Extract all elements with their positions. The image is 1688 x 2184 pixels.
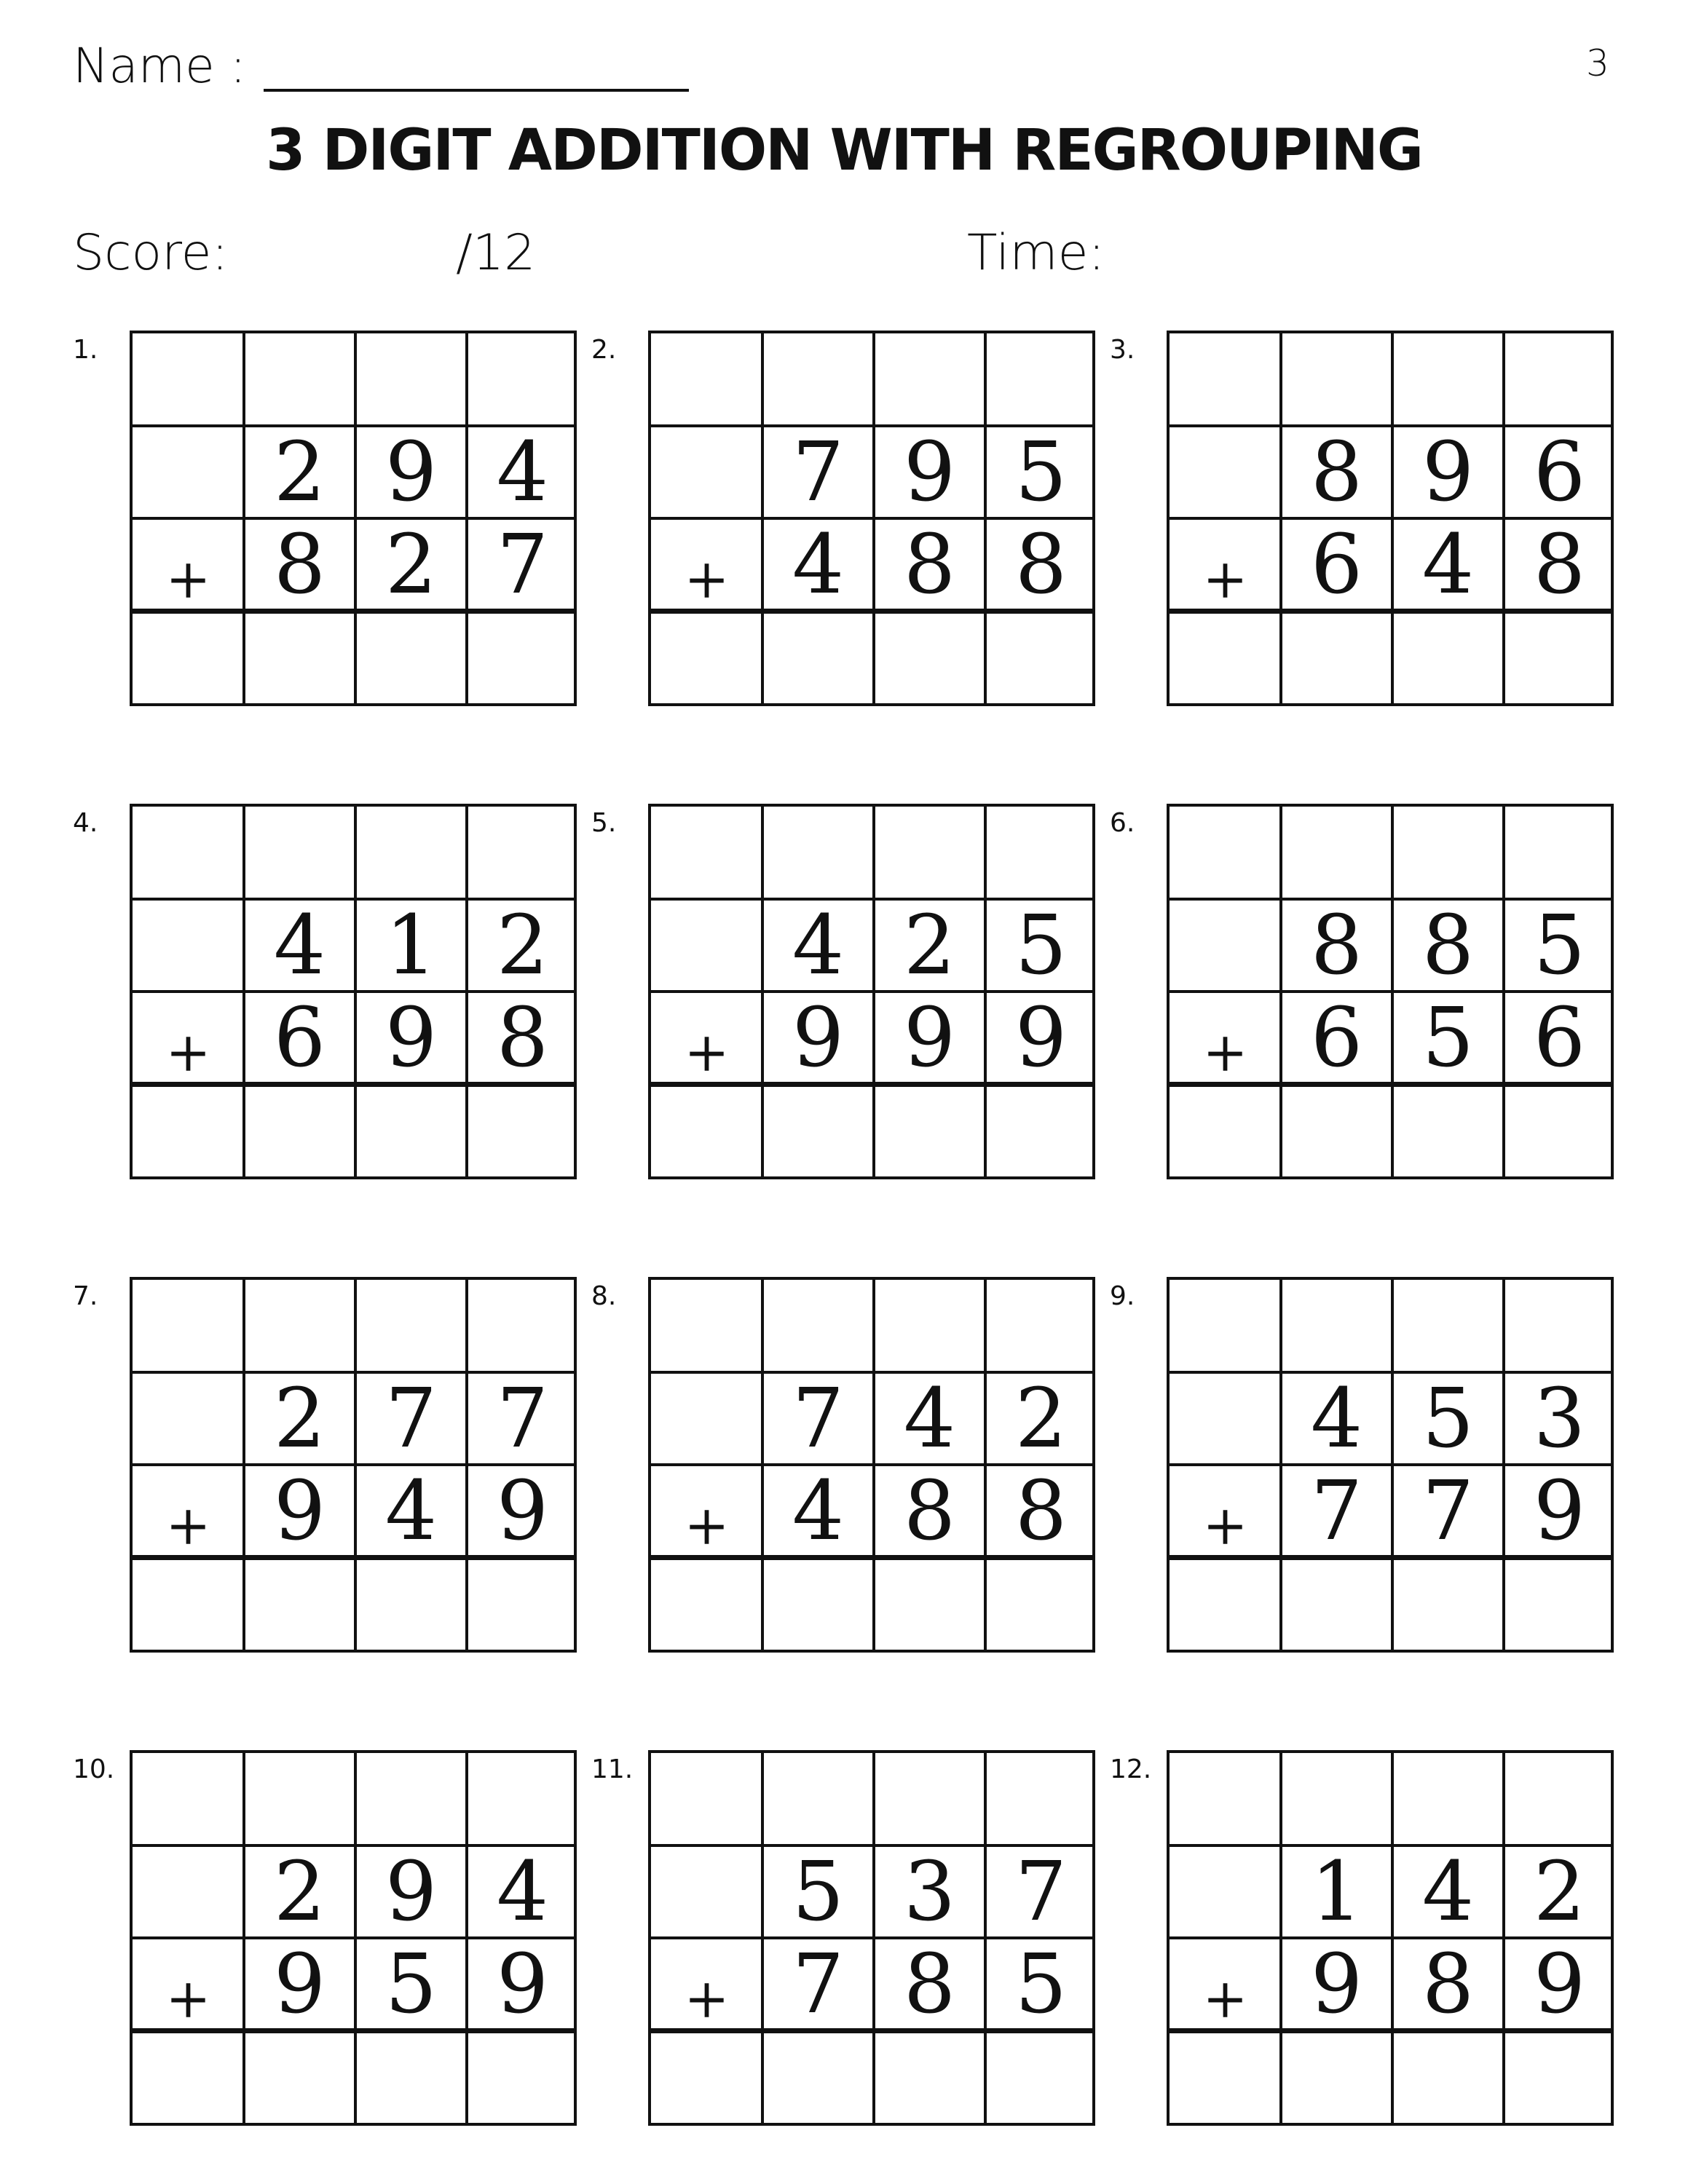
carry-cell[interactable] xyxy=(985,333,1097,426)
answer-cell[interactable] xyxy=(1281,1087,1392,1179)
bottom-addend-digit: 9 xyxy=(384,990,438,1085)
answer-cell[interactable] xyxy=(1170,1560,1281,1653)
carry-cell[interactable] xyxy=(874,1753,985,1845)
top-addend-digit: 1 xyxy=(384,898,438,993)
answer-cell[interactable] xyxy=(651,614,762,706)
top-addend-digit: 4 xyxy=(1421,1844,1475,1939)
addition-problem xyxy=(73,1281,583,1660)
score-label: Score: xyxy=(73,224,229,282)
top-addend-digit: 4 xyxy=(792,898,845,993)
bottom-addend-digit: 4 xyxy=(792,1463,845,1559)
carry-cell[interactable] xyxy=(467,1280,578,1372)
top-addend-digit: 9 xyxy=(384,424,438,520)
carry-cell[interactable] xyxy=(244,807,355,899)
problem-number: 6. xyxy=(1110,808,1135,838)
bottom-addend-digit: 8 xyxy=(496,990,549,1085)
carry-cell[interactable] xyxy=(874,333,985,426)
top-addend-digit: 9 xyxy=(903,424,956,520)
carry-cell[interactable] xyxy=(355,333,467,426)
answer-cell[interactable] xyxy=(355,614,467,706)
answer-grid xyxy=(130,804,577,1179)
answer-cell[interactable] xyxy=(1392,614,1504,706)
carry-cell[interactable] xyxy=(985,1753,1097,1845)
problem-number: 1. xyxy=(73,335,98,365)
answer-cell[interactable] xyxy=(1281,1560,1392,1653)
carry-cell[interactable] xyxy=(762,333,874,426)
answer-cell[interactable] xyxy=(1392,1087,1504,1179)
page-title: 3 DIGIT ADDITION WITH REGROUPING xyxy=(266,118,1422,183)
bottom-addend-digit: 5 xyxy=(1421,990,1475,1085)
carry-cell[interactable] xyxy=(651,807,762,899)
answer-grid xyxy=(648,331,1095,706)
top-addend-digit: 5 xyxy=(1421,1371,1475,1466)
carry-cell[interactable] xyxy=(1392,1280,1504,1372)
carry-cell[interactable] xyxy=(762,807,874,899)
bottom-addend-digit: 8 xyxy=(273,517,326,612)
problem-number: 8. xyxy=(591,1281,617,1311)
plus-sign: + xyxy=(1202,548,1248,611)
answer-cell[interactable] xyxy=(985,1087,1097,1179)
answer-cell[interactable] xyxy=(1281,2033,1392,2126)
answer-cell[interactable] xyxy=(762,614,874,706)
bottom-addend-digit: 9 xyxy=(496,1936,549,2032)
addition-problem xyxy=(73,335,583,713)
answer-grid xyxy=(130,1277,577,1653)
bottom-addend-digit: 9 xyxy=(1533,1936,1586,2032)
carry-cell[interactable] xyxy=(467,807,578,899)
addition-problem xyxy=(73,808,583,1187)
answer-grid xyxy=(130,1750,577,2126)
problem-number: 5. xyxy=(591,808,617,838)
answer-grid xyxy=(648,1277,1095,1653)
time-label: Time: xyxy=(967,224,1105,282)
bottom-addend-digit: 9 xyxy=(903,990,956,1085)
answer-cell[interactable] xyxy=(874,1087,985,1179)
carry-cell[interactable] xyxy=(133,1753,244,1845)
carry-cell[interactable] xyxy=(1170,1280,1281,1372)
carry-cell[interactable] xyxy=(1281,333,1392,426)
top-addend-digit: 9 xyxy=(384,1844,438,1939)
top-addend-digit: 5 xyxy=(1533,898,1586,993)
problem-number: 2. xyxy=(591,335,617,365)
carry-cell[interactable] xyxy=(133,1280,244,1372)
answer-grid xyxy=(648,1750,1095,2126)
answer-cell[interactable] xyxy=(133,2033,244,2126)
answer-cell[interactable] xyxy=(874,2033,985,2126)
answer-cell[interactable] xyxy=(874,614,985,706)
bottom-addend-digit: 6 xyxy=(1310,517,1363,612)
top-addend-digit: 4 xyxy=(903,1371,956,1466)
answer-cell[interactable] xyxy=(1504,614,1615,706)
answer-cell[interactable] xyxy=(133,1560,244,1653)
plus-sign: + xyxy=(684,1968,730,2030)
answer-grid xyxy=(130,331,577,706)
carry-cell[interactable] xyxy=(244,333,355,426)
top-addend-digit: 7 xyxy=(1014,1844,1068,1939)
bottom-addend-digit: 9 xyxy=(792,990,845,1085)
addition-problem xyxy=(73,1754,583,2133)
plus-sign: + xyxy=(1202,1968,1248,2030)
carry-cell[interactable] xyxy=(1170,1753,1281,1845)
bottom-addend-digit: 9 xyxy=(273,1463,326,1559)
bottom-addend-digit: 7 xyxy=(792,1936,845,2032)
bottom-addend-digit: 8 xyxy=(903,517,956,612)
top-addend-digit: 8 xyxy=(1310,898,1363,993)
answer-cell[interactable] xyxy=(985,2033,1097,2126)
plus-sign: + xyxy=(165,1021,211,1084)
answer-cell[interactable] xyxy=(874,1560,985,1653)
carry-cell[interactable] xyxy=(1392,807,1504,899)
page-number: 3 xyxy=(1586,42,1609,84)
carry-cell[interactable] xyxy=(1170,333,1281,426)
problem-number: 11. xyxy=(591,1754,634,1784)
answer-cell[interactable] xyxy=(1392,1560,1504,1653)
answer-cell[interactable] xyxy=(467,1087,578,1179)
top-addend-digit: 2 xyxy=(903,898,956,993)
answer-cell[interactable] xyxy=(355,2033,467,2126)
carry-cell[interactable] xyxy=(355,1753,467,1845)
bottom-addend-digit: 6 xyxy=(273,990,326,1085)
answer-cell[interactable] xyxy=(133,614,244,706)
top-addend-digit: 6 xyxy=(1533,424,1586,520)
carry-cell[interactable] xyxy=(1170,807,1281,899)
carry-cell[interactable] xyxy=(1281,1753,1392,1845)
answer-cell[interactable] xyxy=(1504,1087,1615,1179)
answer-cell[interactable] xyxy=(467,614,578,706)
carry-cell[interactable] xyxy=(1392,1753,1504,1845)
bottom-addend-digit: 9 xyxy=(1533,1463,1586,1559)
bottom-addend-digit: 8 xyxy=(1014,1463,1068,1559)
top-addend-digit: 7 xyxy=(792,424,845,520)
top-addend-digit: 3 xyxy=(1533,1371,1586,1466)
answer-cell[interactable] xyxy=(1170,2033,1281,2126)
problem-number: 4. xyxy=(73,808,98,838)
problem-number: 12. xyxy=(1110,1754,1152,1784)
bottom-addend-digit: 9 xyxy=(1310,1936,1363,2032)
top-addend-digit: 4 xyxy=(496,424,549,520)
answer-cell[interactable] xyxy=(244,1087,355,1179)
bottom-addend-digit: 2 xyxy=(384,517,438,612)
name-input-line[interactable] xyxy=(264,89,689,92)
plus-sign: + xyxy=(165,548,211,611)
carry-cell[interactable] xyxy=(762,1280,874,1372)
answer-cell[interactable] xyxy=(244,1560,355,1653)
carry-cell[interactable] xyxy=(985,1280,1097,1372)
carry-cell[interactable] xyxy=(762,1753,874,1845)
carry-cell[interactable] xyxy=(1504,333,1615,426)
plus-sign: + xyxy=(1202,1021,1248,1084)
carry-cell[interactable] xyxy=(651,1753,762,1845)
answer-cell[interactable] xyxy=(467,2033,578,2126)
carry-cell[interactable] xyxy=(355,1280,467,1372)
score-total: /12 xyxy=(456,224,536,282)
top-addend-digit: 2 xyxy=(1014,1371,1068,1466)
top-addend-digit: 2 xyxy=(273,1371,326,1466)
top-addend-digit: 4 xyxy=(496,1844,549,1939)
bottom-addend-digit: 4 xyxy=(384,1463,438,1559)
carry-cell[interactable] xyxy=(1504,807,1615,899)
bottom-addend-digit: 4 xyxy=(1421,517,1475,612)
bottom-addend-digit: 6 xyxy=(1533,990,1586,1085)
plus-sign: + xyxy=(684,548,730,611)
bottom-addend-digit: 8 xyxy=(903,1936,956,2032)
bottom-addend-digit: 7 xyxy=(1421,1463,1475,1559)
carry-cell[interactable] xyxy=(355,807,467,899)
top-addend-digit: 2 xyxy=(273,1844,326,1939)
bottom-addend-digit: 9 xyxy=(496,1463,549,1559)
top-addend-digit: 8 xyxy=(1310,424,1363,520)
top-addend-digit: 2 xyxy=(496,898,549,993)
bottom-addend-digit: 5 xyxy=(1014,1936,1068,2032)
answer-cell[interactable] xyxy=(244,2033,355,2126)
carry-cell[interactable] xyxy=(244,1280,355,1372)
addition-problem xyxy=(1110,1754,1620,2133)
answer-grid xyxy=(1167,331,1614,706)
answer-cell[interactable] xyxy=(651,2033,762,2126)
addition-problem xyxy=(591,808,1101,1187)
answer-cell[interactable] xyxy=(355,1560,467,1653)
answer-cell[interactable] xyxy=(762,2033,874,2126)
top-addend-digit: 3 xyxy=(903,1844,956,1939)
addition-problem xyxy=(591,335,1101,713)
carry-cell[interactable] xyxy=(874,807,985,899)
addition-problem xyxy=(1110,808,1620,1187)
problem-number: 7. xyxy=(73,1281,98,1311)
bottom-addend-digit: 9 xyxy=(1014,990,1068,1085)
answer-cell[interactable] xyxy=(1504,1560,1615,1653)
carry-cell[interactable] xyxy=(467,1753,578,1845)
top-addend-digit: 2 xyxy=(273,424,326,520)
bottom-addend-digit: 7 xyxy=(1310,1463,1363,1559)
carry-cell[interactable] xyxy=(651,1280,762,1372)
carry-cell[interactable] xyxy=(133,333,244,426)
carry-cell[interactable] xyxy=(1504,1280,1615,1372)
carry-cell[interactable] xyxy=(1504,1753,1615,1845)
top-addend-digit: 8 xyxy=(1421,898,1475,993)
answer-cell[interactable] xyxy=(133,1087,244,1179)
bottom-addend-digit: 8 xyxy=(1014,517,1068,612)
carry-cell[interactable] xyxy=(133,807,244,899)
bottom-addend-digit: 8 xyxy=(1533,517,1586,612)
answer-cell[interactable] xyxy=(1170,614,1281,706)
answer-cell[interactable] xyxy=(1281,614,1392,706)
carry-cell[interactable] xyxy=(1392,333,1504,426)
answer-cell[interactable] xyxy=(1504,2033,1615,2126)
answer-cell[interactable] xyxy=(651,1560,762,1653)
answer-cell[interactable] xyxy=(467,1560,578,1653)
name-label: Name : xyxy=(73,38,246,94)
carry-cell[interactable] xyxy=(1281,1280,1392,1372)
answer-grid xyxy=(1167,804,1614,1179)
top-addend-digit: 5 xyxy=(1014,898,1068,993)
carry-cell[interactable] xyxy=(651,333,762,426)
carry-cell[interactable] xyxy=(467,333,578,426)
top-addend-digit: 1 xyxy=(1310,1844,1363,1939)
problem-number: 10. xyxy=(73,1754,115,1784)
bottom-addend-digit: 7 xyxy=(496,517,549,612)
top-addend-digit: 4 xyxy=(273,898,326,993)
top-addend-digit: 5 xyxy=(1014,424,1068,520)
answer-cell[interactable] xyxy=(355,1087,467,1179)
problem-number: 3. xyxy=(1110,335,1135,365)
addition-problem xyxy=(1110,1281,1620,1660)
answer-cell[interactable] xyxy=(985,614,1097,706)
top-addend-digit: 7 xyxy=(384,1371,438,1466)
answer-cell[interactable] xyxy=(651,1087,762,1179)
answer-cell[interactable] xyxy=(762,1087,874,1179)
bottom-addend-digit: 6 xyxy=(1310,990,1363,1085)
bottom-addend-digit: 8 xyxy=(903,1463,956,1559)
carry-cell[interactable] xyxy=(985,807,1097,899)
plus-sign: + xyxy=(1202,1495,1248,1557)
plus-sign: + xyxy=(165,1495,211,1557)
top-addend-digit: 2 xyxy=(1533,1844,1586,1939)
answer-cell[interactable] xyxy=(244,614,355,706)
bottom-addend-digit: 5 xyxy=(384,1936,438,2032)
problem-number: 9. xyxy=(1110,1281,1135,1311)
answer-cell[interactable] xyxy=(1392,2033,1504,2126)
bottom-addend-digit: 4 xyxy=(792,517,845,612)
plus-sign: + xyxy=(684,1495,730,1557)
answer-cell[interactable] xyxy=(762,1560,874,1653)
plus-sign: + xyxy=(165,1968,211,2030)
addition-problem xyxy=(1110,335,1620,713)
answer-cell[interactable] xyxy=(985,1560,1097,1653)
top-addend-digit: 4 xyxy=(1310,1371,1363,1466)
top-addend-digit: 9 xyxy=(1421,424,1475,520)
carry-cell[interactable] xyxy=(874,1280,985,1372)
plus-sign: + xyxy=(684,1021,730,1084)
carry-cell[interactable] xyxy=(1281,807,1392,899)
addition-problem xyxy=(591,1754,1101,2133)
top-addend-digit: 7 xyxy=(496,1371,549,1466)
answer-grid xyxy=(1167,1750,1614,2126)
addition-problem xyxy=(591,1281,1101,1660)
answer-grid xyxy=(1167,1277,1614,1653)
top-addend-digit: 5 xyxy=(792,1844,845,1939)
carry-cell[interactable] xyxy=(244,1753,355,1845)
bottom-addend-digit: 8 xyxy=(1421,1936,1475,2032)
answer-cell[interactable] xyxy=(1170,1087,1281,1179)
top-addend-digit: 7 xyxy=(792,1371,845,1466)
bottom-addend-digit: 9 xyxy=(273,1936,326,2032)
answer-grid xyxy=(648,804,1095,1179)
